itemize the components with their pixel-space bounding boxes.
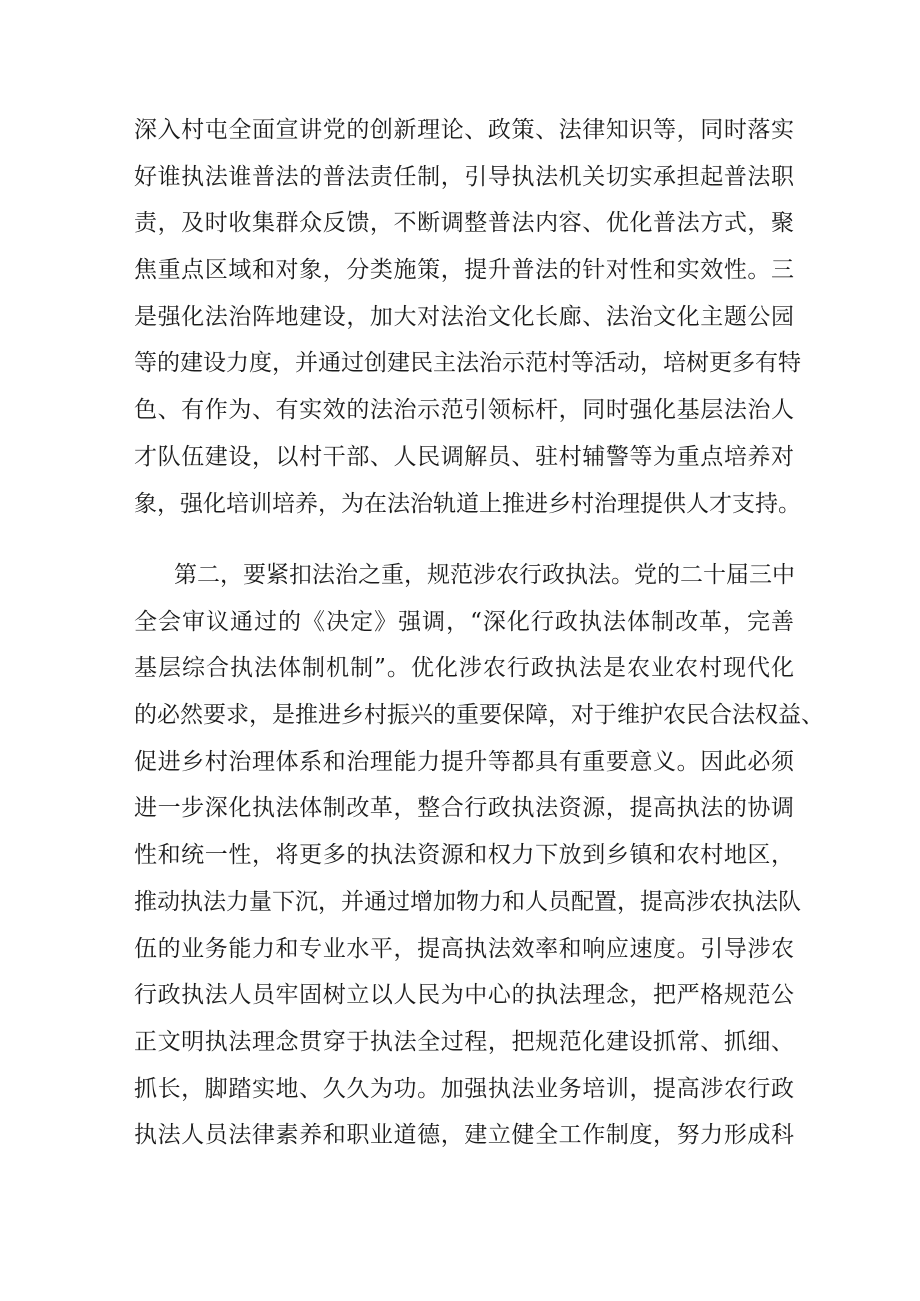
paragraph-line: 促进乡村治理体系和治理能力提升等都具有重要意义。因此必须 [134,748,794,775]
paragraph-line: 焦重点区域和对象，分类施策，提升普法的针对性和实效性。三 [134,257,794,284]
paragraph-line: 性和统一性，将更多的执法资源和权力下放到乡镇和农村地区， [134,842,794,869]
paragraph-line: 色、有作为、有实效的法治示范引领标杆，同时强化基层法治人 [134,397,794,424]
paragraph-line: 行政执法人员牢固树立以人民为中心的执法理念，把严格规范公 [134,982,794,1009]
paragraph-line: 的必然要求，是推进乡村振兴的重要保障，对于维护农民合法权益、 [134,702,824,729]
paragraph-line: 全会审议通过的《决定》强调，“深化行政执法体制改革，完善 [134,608,794,635]
paragraph-continuation [134,107,801,527]
paragraph-line: 伍的业务能力和专业水平，提高执法效率和响应速度。引导涉农 [134,935,794,962]
paragraph-line: 责，及时收集群众反馈，不断调整普法内容、优化普法方式，聚 [134,210,794,237]
paragraph-line: 深入村屯全面宣讲党的创新理论、政策、法律知识等，同时落实 [134,117,794,143]
paragraph-line: 抓长，脚踏实地、久久为功。加强执法业务培训，提高涉农行政 [134,1075,794,1102]
paragraph-line: 正文明执法理念贯穿于执法全过程，把规范化建设抓常、抓细、 [134,1028,794,1055]
paragraph-line: 基层综合执法体制机制”。优化涉农行政执法是农业农村现代化 [134,655,794,682]
paragraph-line: 象，强化培训培养，为在法治轨道上推进乡村治理提供人才支持。 [134,490,801,517]
paragraph-line: 进一步深化执法体制改革，整合行政执法资源，提高执法的协调 [134,795,794,822]
paragraph-section-two [134,552,824,1159]
paragraph-line: 推动执法力量下沉，并通过增加物力和人员配置，提高涉农执法队 [134,888,801,915]
paragraph-line: 才队伍建设，以村干部、人民调解员、驻村辅警等为重点培养对 [134,443,794,470]
paragraph-line: 是强化法治阵地建设，加大对法治文化长廊、法治文化主题公园 [134,303,794,330]
paragraph-line: 好谁执法谁普法的普法责任制，引导执法机关切实承担起普法职 [134,163,794,190]
paragraph-line: 第二，要紧扣法治之重，规范涉农行政执法。党的二十届三中 [174,562,795,588]
paragraph-line: 等的建设力度，并通过创建民主法治示范村等活动，培树更多有特 [134,350,801,377]
paragraph-line: 执法人员法律素养和职业道德，建立健全工作制度，努力形成科 [134,1122,794,1149]
